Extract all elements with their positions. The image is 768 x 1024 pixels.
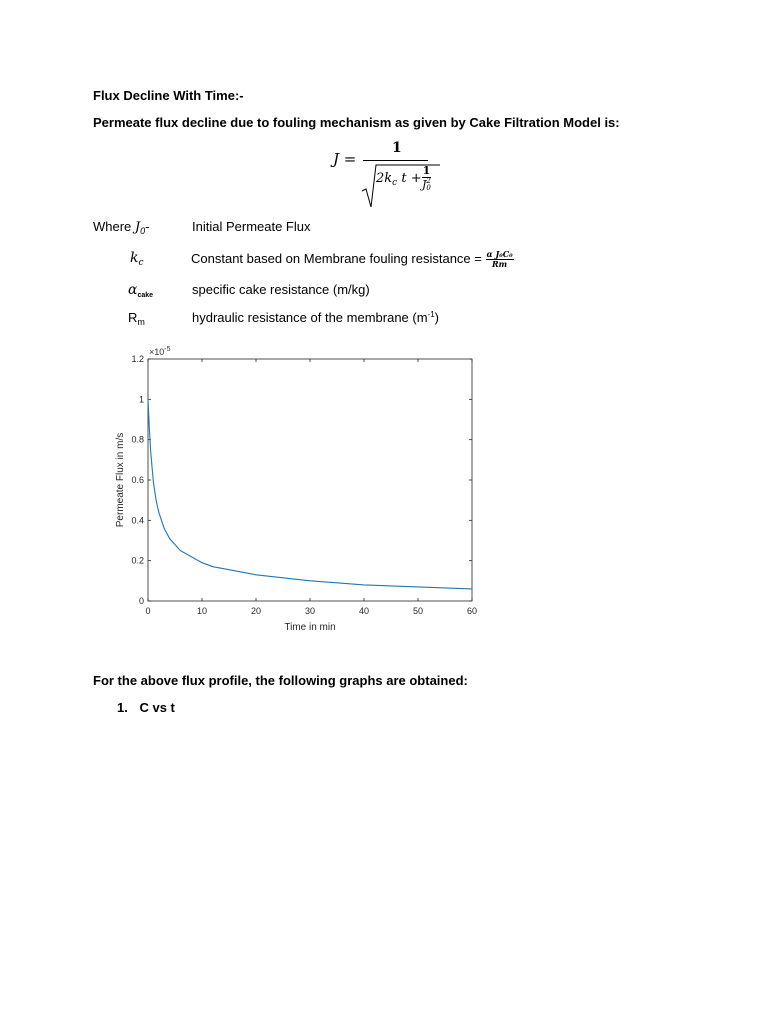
x-tick-label: 0 <box>145 606 151 616</box>
alpha-subscript: cake <box>137 292 154 299</box>
rm-superscript: -1 <box>427 310 435 319</box>
x-tick-label: 20 <box>250 606 262 616</box>
inner-frac-sup: 2 <box>426 177 431 185</box>
x-tick-label: 10 <box>196 606 208 616</box>
j0-subscript: 0 <box>140 226 146 236</box>
section-heading: Flux Decline With Time:- <box>93 88 244 103</box>
kc-letter: k <box>130 250 139 266</box>
inner-frac-num: 1 <box>422 164 431 177</box>
definition-j0 <box>93 219 150 236</box>
y-tick-label: 0.4 <box>131 515 144 526</box>
j0-symbol: J <box>134 220 141 235</box>
rm-subscript: m <box>137 317 145 327</box>
x-tick-label: 50 <box>412 606 424 616</box>
equation-numerator: 1 <box>392 140 402 156</box>
equation-radicand <box>376 171 422 186</box>
x-tick-label: 30 <box>304 606 316 616</box>
kc-subscript: c <box>138 258 144 268</box>
x-tick-label: 40 <box>358 606 370 616</box>
cake-filtration-equation <box>330 138 440 210</box>
y-tick-label: 1 <box>138 394 144 405</box>
closing-text: For the above flux profile, the following graphs are obtained: <box>93 673 468 688</box>
list-item-text: C vs t <box>139 700 175 715</box>
y-tick-label: 0.2 <box>131 555 144 566</box>
inner-frac-den: J <box>422 178 427 191</box>
kc-desc-text: Constant based on Membrane fouling resistance = <box>191 250 482 266</box>
list-item <box>117 700 175 716</box>
list-marker: 1. <box>117 700 128 715</box>
alpha-description: specific cake resistance (m/kg) <box>192 282 370 297</box>
where-label: Where <box>93 219 132 234</box>
kc-frac-num: α J₀C₀ <box>486 249 513 259</box>
alpha-symbol <box>128 282 153 301</box>
intro-text: Permeate flux decline due to fouling mechanism as given by Cake Filtration Model is: <box>93 115 620 130</box>
y-tick-label: 1.2 <box>131 354 144 364</box>
kc-symbol <box>130 250 144 268</box>
permeate-flux-chart <box>110 340 490 640</box>
rm-close-paren: ) <box>434 310 440 325</box>
kc-description <box>191 250 514 269</box>
x-axis-label: Time in min <box>284 622 336 633</box>
x-tick-label: 60 <box>466 606 478 616</box>
equation-inner-fraction <box>422 165 431 192</box>
j0-dash: - <box>145 219 150 234</box>
rm-symbol <box>128 310 145 327</box>
inner-frac-sub: 0 <box>426 184 431 192</box>
equation-term1-sub: c <box>392 178 398 188</box>
y-tick-label: 0.6 <box>131 475 144 485</box>
equation-term1-tail: t + <box>401 171 422 186</box>
rm-description <box>192 310 439 328</box>
equation-fraction-bar <box>363 160 428 161</box>
plot-area <box>148 359 472 601</box>
y-exponent-label: $\times 10^{-5}$ <box>149 346 171 357</box>
j0-description: Initial Permeate Flux <box>192 219 311 234</box>
alpha-letter: α <box>128 282 138 298</box>
y-axis-label: Permeate Flux in m/s <box>115 432 126 528</box>
rm-letter: R <box>128 310 138 325</box>
y-tick-label: 0.8 <box>131 434 144 445</box>
kc-frac-den: Rm <box>491 259 508 269</box>
y-tick-label: 0 <box>138 596 144 606</box>
kc-formula-fraction <box>486 250 514 269</box>
rm-desc-text: hydraulic resistance of the membrane (m <box>192 310 428 325</box>
equation-lhs: J = <box>333 150 357 168</box>
equation-term1: 2k <box>376 171 393 186</box>
